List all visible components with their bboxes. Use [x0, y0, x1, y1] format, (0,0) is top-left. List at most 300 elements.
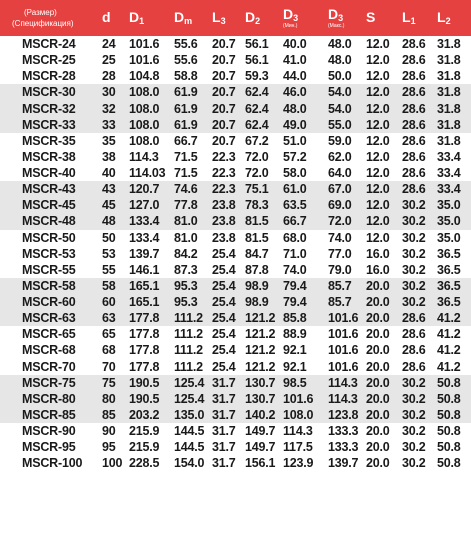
table-cell: 101.6	[328, 311, 359, 326]
table-cell: 114.3	[328, 391, 358, 406]
table-cell: 41.2	[437, 343, 461, 358]
table-cell: 139.7	[328, 456, 359, 471]
table-cell: 25.4	[212, 262, 236, 277]
table-row	[0, 68, 471, 84]
table-cell: 123.9	[283, 456, 314, 471]
table-cell: 50.8	[437, 440, 461, 455]
table-cell: 87.3	[174, 262, 198, 277]
table-row	[0, 375, 471, 391]
table-cell: 28.6	[402, 101, 426, 116]
table-cell-name: MSCR-85	[22, 407, 76, 422]
table-cell: 28.6	[402, 149, 426, 164]
table-cell: 133.4	[129, 214, 160, 229]
table-cell: 55.6	[174, 53, 198, 68]
table-cell-name: MSCR-65	[22, 327, 76, 342]
table-row	[0, 294, 471, 310]
table-row	[0, 455, 471, 471]
col-header-d: d	[102, 9, 111, 25]
table-cell: 30.2	[402, 424, 426, 439]
table-cell-name: MSCR-60	[22, 295, 76, 310]
table-cell: 57.2	[283, 149, 307, 164]
table-cell: 203.2	[129, 407, 160, 422]
table-cell: 54.0	[328, 85, 352, 100]
table-row	[0, 439, 471, 455]
table-cell: 31.7	[212, 375, 236, 390]
table-cell: 41.0	[283, 53, 307, 68]
table-cell: 108.0	[283, 407, 314, 422]
table-cell: 25.4	[212, 246, 236, 261]
table-cell-name: MSCR-43	[22, 182, 76, 197]
table-cell: 31.8	[437, 133, 461, 148]
table-cell: 61.9	[174, 117, 198, 132]
table-cell: 12.0	[366, 37, 390, 52]
table-cell: 80	[102, 391, 116, 406]
col-header-dm: Dm	[174, 9, 193, 26]
table-cell: 48.0	[283, 101, 307, 116]
table-cell-name: MSCR-90	[22, 424, 76, 439]
table-cell: 66.7	[174, 133, 198, 148]
table-cell: 67.2	[245, 133, 269, 148]
table-cell: 56.1	[245, 53, 269, 68]
table-row	[0, 52, 471, 68]
table-cell: 114.3	[129, 149, 159, 164]
table-cell-name: MSCR-33	[22, 117, 76, 132]
table-cell: 101.6	[129, 53, 160, 68]
table-cell: 74.6	[174, 182, 198, 197]
table-cell: 48	[102, 214, 116, 229]
table-cell: 49.0	[283, 117, 307, 132]
table-cell: 85.8	[283, 311, 307, 326]
table-row	[0, 246, 471, 262]
table-cell-name: MSCR-70	[22, 359, 76, 374]
table-cell: 228.5	[129, 456, 160, 471]
table-cell: 114.3	[283, 424, 313, 439]
table-cell: 30.2	[402, 407, 426, 422]
table-cell: 114.03	[129, 166, 166, 181]
table-cell: 58.8	[174, 69, 198, 84]
table-row	[0, 230, 471, 246]
table-row	[0, 342, 471, 358]
table-cell: 55.0	[328, 117, 352, 132]
table-cell: 38	[102, 149, 116, 164]
table-cell: 20.0	[366, 343, 390, 358]
table-cell: 133.4	[129, 230, 160, 245]
table-cell: 30.2	[402, 214, 426, 229]
table-cell: 190.5	[129, 391, 160, 406]
table-cell-name: MSCR-32	[22, 101, 76, 116]
table-cell: 20.0	[366, 375, 390, 390]
table-cell: 66.7	[283, 214, 307, 229]
table-cell: 108.0	[129, 117, 160, 132]
table-cell: 40.0	[283, 37, 307, 52]
table-cell: 81.5	[245, 214, 269, 229]
table-cell: 70	[102, 359, 116, 374]
col-header-s: S	[366, 9, 376, 25]
table-cell: 31.7	[212, 391, 236, 406]
table-row	[0, 326, 471, 342]
table-body	[0, 36, 471, 471]
table-cell: 12.0	[366, 133, 390, 148]
table-cell: 71.5	[174, 166, 198, 181]
table-cell: 72.0	[245, 166, 269, 181]
table-cell: 117.5	[283, 440, 313, 455]
table-cell: 64.0	[328, 166, 352, 181]
table-cell: 77.0	[328, 246, 352, 261]
table-cell: 127.0	[129, 198, 160, 213]
table-cell: 50.0	[328, 69, 352, 84]
table-row	[0, 359, 471, 375]
table-row	[0, 197, 471, 213]
table-cell: 121.2	[245, 311, 276, 326]
table-cell: 23.8	[212, 198, 236, 213]
table-cell: 36.5	[437, 246, 461, 261]
table-cell: 108.0	[129, 85, 160, 100]
table-cell: 121.2	[245, 327, 276, 342]
table-cell: 12.0	[366, 149, 390, 164]
table-cell: 20.0	[366, 311, 390, 326]
table-cell: 60	[102, 295, 116, 310]
table-cell: 12.0	[366, 53, 390, 68]
table-cell: 85.7	[328, 278, 352, 293]
table-cell: 20.0	[366, 359, 390, 374]
table-cell: 28.6	[402, 359, 426, 374]
table-cell: 35.0	[437, 230, 461, 245]
table-cell: 31.7	[212, 407, 236, 422]
table-cell: 31.8	[437, 117, 461, 132]
table-cell: 108.0	[129, 133, 160, 148]
table-cell: 30.2	[402, 278, 426, 293]
table-cell-name: MSCR-63	[22, 311, 76, 326]
table-row	[0, 391, 471, 407]
table-cell: 35.0	[437, 198, 461, 213]
table-row	[0, 310, 471, 326]
table-cell-name: MSCR-25	[22, 53, 76, 68]
table-cell: 36.5	[437, 262, 461, 277]
table-cell: 165.1	[129, 295, 160, 310]
table-cell: 28.6	[402, 166, 426, 181]
table-cell-name: MSCR-48	[22, 214, 76, 229]
table-cell: 59.3	[245, 69, 269, 84]
table-cell: 31.7	[212, 456, 236, 471]
size-header-line2: (Спецификация)	[12, 19, 74, 28]
table-cell: 12.0	[366, 198, 390, 213]
table-cell: 146.1	[129, 262, 160, 277]
table-cell: 67.0	[328, 182, 352, 197]
table-cell: 56.1	[245, 37, 269, 52]
table-cell: 28.6	[402, 69, 426, 84]
table-cell: 20.7	[212, 53, 236, 68]
table-cell: 20.7	[212, 37, 236, 52]
table-cell: 71.0	[283, 246, 307, 261]
table-cell: 12.0	[366, 230, 390, 245]
table-cell: 101.6	[328, 343, 359, 358]
table-cell: 25	[102, 53, 116, 68]
table-cell: 101.6	[129, 37, 160, 52]
table-cell: 133.3	[328, 440, 359, 455]
table-cell-name: MSCR-95	[22, 440, 76, 455]
table-cell: 111.2	[174, 327, 203, 342]
table-row	[0, 213, 471, 229]
table-cell: 50	[102, 230, 116, 245]
table-cell: 121.2	[245, 359, 276, 374]
table-cell: 41.2	[437, 327, 461, 342]
table-row	[0, 149, 471, 165]
table-cell: 30.2	[402, 456, 426, 471]
table-cell: 20.7	[212, 101, 236, 116]
table-cell: 72.0	[245, 149, 269, 164]
d3-max-note: (Макс.)	[328, 22, 345, 29]
table-cell: 31.7	[212, 440, 236, 455]
table-cell: 12.0	[366, 85, 390, 100]
table-cell: 36.5	[437, 295, 461, 310]
col-header-d1: D1	[129, 9, 145, 26]
col-header-l3: L3	[212, 9, 226, 26]
table-cell: 43	[102, 182, 116, 197]
table-cell: 98.9	[245, 278, 269, 293]
table-cell-name: MSCR-50	[22, 230, 76, 245]
table-cell: 55	[102, 262, 116, 277]
table-row	[0, 278, 471, 294]
table-cell: 61.9	[174, 85, 198, 100]
table-cell: 12.0	[366, 69, 390, 84]
table-cell: 28.6	[402, 133, 426, 148]
table-cell: 140.2	[245, 407, 276, 422]
table-cell: 41.2	[437, 359, 461, 374]
table-cell: 133.3	[328, 424, 359, 439]
table-cell: 135.0	[174, 407, 205, 422]
table-cell: 123.8	[328, 407, 359, 422]
table-cell: 144.5	[174, 424, 205, 439]
table-cell: 149.7	[245, 424, 276, 439]
table-cell: 125.4	[174, 391, 205, 406]
table-cell: 20.7	[212, 85, 236, 100]
table-row	[0, 84, 471, 100]
table-cell: 108.0	[129, 101, 160, 116]
table-cell: 25.4	[212, 343, 236, 358]
table-cell: 20.0	[366, 424, 390, 439]
table-cell: 69.0	[328, 198, 352, 213]
table-cell: 77.8	[174, 198, 198, 213]
table-cell: 28.6	[402, 37, 426, 52]
table-cell: 156.1	[245, 456, 276, 471]
table-cell: 31.8	[437, 101, 461, 116]
table-cell: 28.6	[402, 85, 426, 100]
table-cell: 68	[102, 343, 116, 358]
table-row	[0, 101, 471, 117]
table-cell: 28.6	[402, 343, 426, 358]
table-cell: 154.0	[174, 456, 205, 471]
table-cell: 31.8	[437, 37, 461, 52]
table-header	[0, 0, 471, 36]
col-header-d3-min: D3 (Мин.)	[283, 0, 328, 36]
table-cell: 28.6	[402, 182, 426, 197]
table-cell: 20.0	[366, 278, 390, 293]
table-cell: 20.0	[366, 456, 390, 471]
table-cell: 101.6	[283, 391, 314, 406]
table-cell: 215.9	[129, 424, 160, 439]
table-cell: 79.4	[283, 295, 307, 310]
table-cell: 165.1	[129, 278, 160, 293]
table-cell: 33.4	[437, 166, 461, 181]
table-cell-name: MSCR-38	[22, 149, 76, 164]
table-cell: 98.5	[283, 375, 307, 390]
table-cell: 23.8	[212, 230, 236, 245]
table-cell-name: MSCR-80	[22, 391, 76, 406]
table-cell: 90	[102, 424, 116, 439]
table-cell: 84.2	[174, 246, 198, 261]
table-cell: 30	[102, 85, 116, 100]
col-header-l1: L1	[402, 9, 416, 26]
table-cell: 130.7	[245, 391, 276, 406]
table-cell: 58.0	[283, 166, 307, 181]
table-row	[0, 181, 471, 197]
table-cell: 78.3	[245, 198, 269, 213]
table-row	[0, 262, 471, 278]
table-cell: 62.0	[328, 149, 352, 164]
table-cell: 75	[102, 375, 116, 390]
table-cell: 31.8	[437, 85, 461, 100]
table-cell: 35	[102, 133, 116, 148]
table-cell: 79.0	[328, 262, 352, 277]
table-cell: 28.6	[402, 117, 426, 132]
table-cell: 51.0	[283, 133, 307, 148]
table-cell: 33	[102, 117, 116, 132]
table-cell: 22.3	[212, 182, 236, 197]
table-cell: 55.6	[174, 37, 198, 52]
table-cell: 45	[102, 198, 116, 213]
table-cell: 20.0	[366, 391, 390, 406]
table-cell: 48.0	[328, 53, 352, 68]
table-cell: 20.0	[366, 295, 390, 310]
table-cell: 92.1	[283, 343, 307, 358]
table-cell: 81.0	[174, 214, 198, 229]
table-cell: 149.7	[245, 440, 276, 455]
table-cell: 58	[102, 278, 116, 293]
table-cell: 79.4	[283, 278, 307, 293]
table-cell: 85	[102, 407, 116, 422]
table-cell: 35.0	[437, 214, 461, 229]
table-row	[0, 117, 471, 133]
table-cell: 177.8	[129, 343, 160, 358]
table-row	[0, 133, 471, 149]
table-cell: 190.5	[129, 375, 160, 390]
table-cell: 111.2	[174, 311, 203, 326]
table-cell: 32	[102, 101, 116, 116]
table-cell: 25.4	[212, 359, 236, 374]
table-cell: 20.0	[366, 407, 390, 422]
table-cell: 30.2	[402, 391, 426, 406]
table-cell: 16.0	[366, 262, 390, 277]
table-cell: 111.2	[174, 343, 203, 358]
table-cell: 59.0	[328, 133, 352, 148]
col-header-d3-max: D3 (Макс.)	[328, 0, 366, 36]
table-cell: 16.0	[366, 246, 390, 261]
table-cell: 95.3	[174, 295, 198, 310]
table-cell: 68.0	[283, 230, 307, 245]
table-cell: 31.8	[437, 53, 461, 68]
table-cell: 101.6	[328, 327, 359, 342]
table-cell: 72.0	[328, 214, 352, 229]
table-cell-name: MSCR-58	[22, 278, 76, 293]
table-cell-name: MSCR-75	[22, 375, 76, 390]
table-cell-name: MSCR-68	[22, 343, 76, 358]
table-cell: 84.7	[245, 246, 269, 261]
table-cell: 53	[102, 246, 116, 261]
col-header-d2: D2	[245, 9, 261, 26]
table-cell: 62.4	[245, 85, 269, 100]
d3-min-note: (Мин.)	[283, 22, 298, 29]
table-cell: 25.4	[212, 295, 236, 310]
table-cell: 25.4	[212, 327, 236, 342]
table-cell-name: MSCR-24	[22, 37, 76, 52]
table-cell: 20.7	[212, 133, 236, 148]
table-cell-name: MSCR-40	[22, 166, 76, 181]
table-cell: 215.9	[129, 440, 160, 455]
table-cell: 125.4	[174, 375, 205, 390]
table-cell: 20.7	[212, 69, 236, 84]
table-cell: 30.2	[402, 230, 426, 245]
table-cell-name: MSCR-28	[22, 69, 76, 84]
table-cell: 130.7	[245, 375, 276, 390]
table-row	[0, 407, 471, 423]
table-cell: 30.2	[402, 375, 426, 390]
table-cell: 75.1	[245, 182, 269, 197]
table-cell: 61.0	[283, 182, 307, 197]
table-cell: 177.8	[129, 327, 160, 342]
table-cell: 46.0	[283, 85, 307, 100]
table-cell: 81.5	[245, 230, 269, 245]
table-cell: 88.9	[283, 327, 307, 342]
table-cell: 33.4	[437, 182, 461, 197]
table-cell: 50.8	[437, 375, 461, 390]
table-row	[0, 423, 471, 439]
table-cell: 50.8	[437, 456, 461, 471]
table-cell: 30.2	[402, 198, 426, 213]
table-cell: 74.0	[283, 262, 307, 277]
table-cell: 12.0	[366, 182, 390, 197]
col-header-l2: L2	[437, 9, 451, 26]
table-cell: 30.2	[402, 246, 426, 261]
table-cell: 22.3	[212, 166, 236, 181]
table-cell: 28.6	[402, 53, 426, 68]
table-cell: 20.7	[212, 117, 236, 132]
table-cell: 111.2	[174, 359, 203, 374]
table-row	[0, 36, 471, 52]
table-cell: 36.5	[437, 278, 461, 293]
table-cell: 33.4	[437, 149, 461, 164]
table-cell: 121.2	[245, 343, 276, 358]
table-cell: 25.4	[212, 278, 236, 293]
table-cell: 30.2	[402, 440, 426, 455]
table-cell: 20.0	[366, 440, 390, 455]
table-cell: 61.9	[174, 101, 198, 116]
table-cell-name: MSCR-100	[22, 456, 83, 471]
table-cell: 87.8	[245, 262, 269, 277]
table-cell-name: MSCR-55	[22, 262, 76, 277]
table-cell: 48.0	[328, 37, 352, 52]
table-cell: 62.4	[245, 101, 269, 116]
table-cell: 54.0	[328, 101, 352, 116]
table-cell: 98.9	[245, 295, 269, 310]
table-cell: 28.6	[402, 311, 426, 326]
table-cell: 25.4	[212, 311, 236, 326]
table-cell: 31.8	[437, 69, 461, 84]
table-cell: 92.1	[283, 359, 307, 374]
table-row	[0, 165, 471, 181]
table-cell: 22.3	[212, 149, 236, 164]
table-cell: 81.0	[174, 230, 198, 245]
table-cell: 95	[102, 440, 116, 455]
